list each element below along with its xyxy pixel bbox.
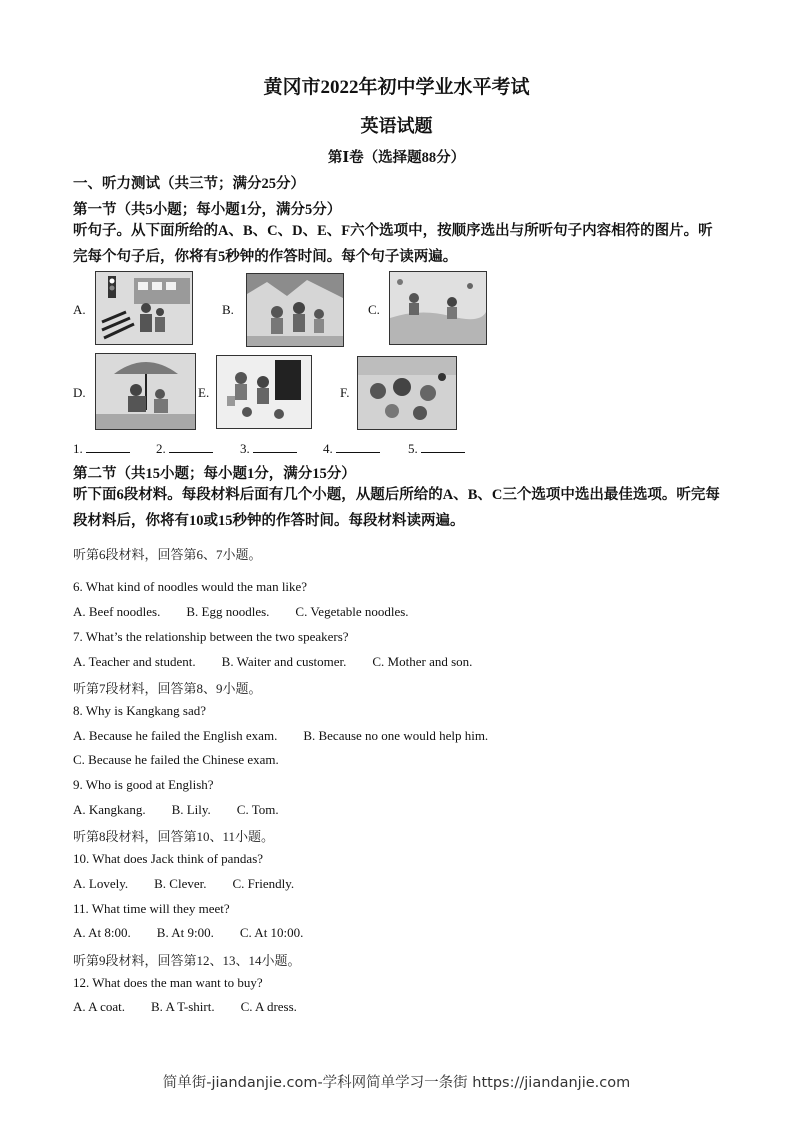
blank-number: 1. (73, 441, 83, 456)
picture-label-e: E. (198, 385, 210, 400)
picture-e (216, 355, 312, 429)
answer-options: A. Lovely. B. Clever. C. Friendly. (73, 876, 295, 891)
picture-label-a: A. (73, 302, 86, 317)
picture-c (389, 271, 487, 345)
volume-heading: 第Ⅰ卷（选择题88分） (327, 150, 466, 166)
exam-subtitle: 英语试题 (360, 116, 433, 136)
picture-b (246, 273, 344, 347)
blank-line (421, 440, 465, 453)
question-text: 12. What does the man want to buy? (73, 975, 263, 990)
answer-blank-1[interactable] (73, 440, 130, 457)
picture-d (95, 353, 196, 430)
answer-blank-4[interactable] (323, 440, 380, 457)
question-text: 10. What does Jack think of pandas? (73, 851, 264, 866)
picture-label-f: F. (340, 385, 350, 400)
part1-heading: 一、听力测试（共三节；满分25分） (73, 176, 305, 192)
footer-watermark-text: 简单街-jiandanjie.com-学科网简单学习一条街 https://jiandanjie.com (162, 1075, 631, 1091)
blank-line (169, 440, 213, 453)
blank-number: 4. (323, 441, 333, 456)
picture-a (95, 271, 193, 345)
blank-number: 2. (156, 441, 166, 456)
question-text: 8. Why is Kangkang sad? (73, 703, 206, 718)
section1-heading: 第一节（共5小题；每小题1分，满分5分） (73, 202, 342, 218)
material-intro: 听第9段材料，回答第12、13、14小题。 (73, 953, 301, 968)
exam-title: 黄冈市2022年初中学业水平考试 (263, 77, 530, 98)
blank-number: 5. (408, 441, 418, 456)
answer-options: A. Because he failed the English exam. B. Because no one would help him. (73, 728, 489, 743)
answer-options: A. A coat. B. A T-shirt. C. A dress. (73, 999, 297, 1014)
answer-blank-3[interactable] (240, 440, 297, 457)
material-intro: 听第6段材料，回答第6、7小题。 (73, 547, 262, 562)
material-intro: 听第7段材料，回答第8、9小题。 (73, 681, 262, 696)
picture-label-c: C. (368, 302, 380, 317)
blank-line (253, 440, 297, 453)
picture-label-d: D. (73, 385, 86, 400)
answer-options: A. At 8:00. B. At 9:00. C. At 10:00. (73, 925, 304, 940)
section1-instructions: 听句子。从下面所给的A、B、C、D、E、F六个选项中，按顺序选出与所听句子内容相符的图片。听完每个句子后，你将有5秒钟的作答时间。每个句子读两遍。 (73, 223, 713, 265)
answer-options: A. Teacher and student. B. Waiter and customer. C. Mother and son. (73, 654, 473, 669)
material-intro: 听第8段材料，回答第10、11小题。 (73, 829, 275, 844)
answer-blank-5[interactable] (408, 440, 465, 457)
answer-blank-2[interactable] (156, 440, 213, 457)
question-text: 9. Who is good at English? (73, 777, 214, 792)
section2-instructions: 听下面6段材料。每段材料后面有几个小题，从题后所给的A、B、C三个选项中选出最佳选项。听完每段材料后，你将有10或15秒钟的作答时间。每段材料读两遍。 (73, 487, 720, 529)
picture-f (357, 356, 457, 430)
section2-heading: 第二节（共15小题；每小题1分，满分15分） (73, 466, 356, 482)
blank-line (336, 440, 380, 453)
question-text: 6. What kind of noodles would the man like? (73, 579, 308, 594)
answer-options: C. Because he failed the Chinese exam. (73, 752, 279, 767)
question-text: 7. What’s the relationship between the two speakers? (73, 629, 349, 644)
blank-line (86, 440, 130, 453)
picture-label-b: B. (222, 302, 234, 317)
answer-options: A. Beef noodles. B. Egg noodles. C. Vegetable noodles. (73, 604, 409, 619)
blank-number: 3. (240, 441, 250, 456)
question-text: 11. What time will they meet? (73, 901, 230, 916)
answer-options: A. Kangkang. B. Lily. C. Tom. (73, 802, 279, 817)
